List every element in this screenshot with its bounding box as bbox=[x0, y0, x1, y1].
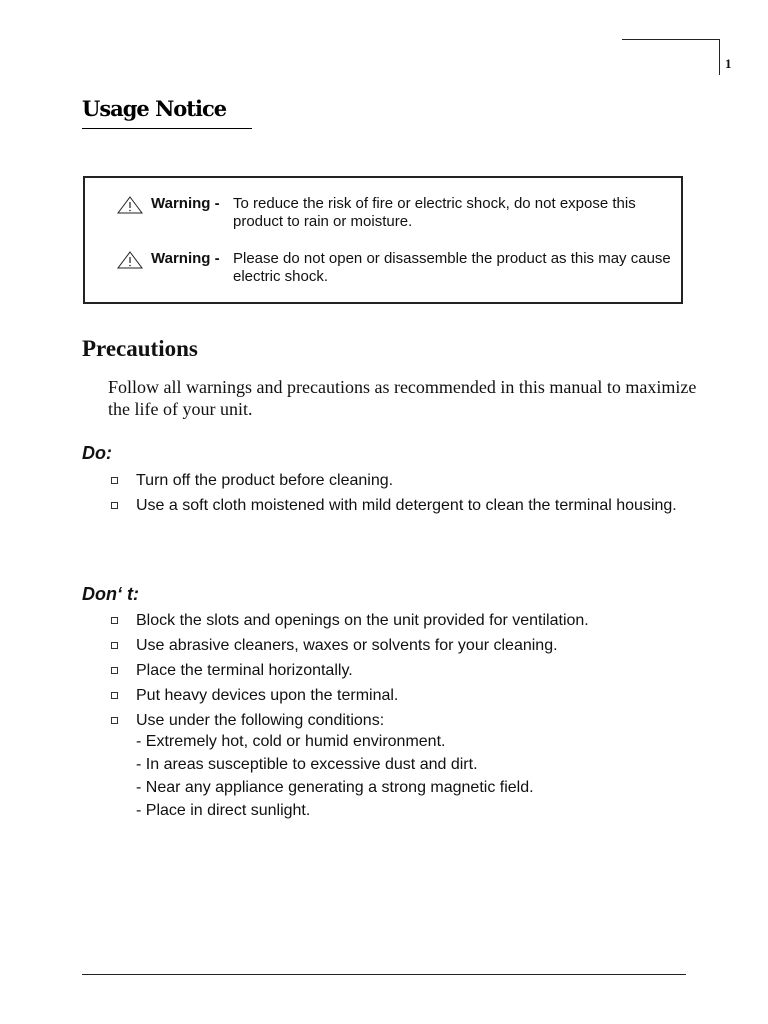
corner-mark-vertical bbox=[719, 39, 720, 75]
warning-box bbox=[83, 176, 683, 304]
checkbox-bullet-icon bbox=[111, 667, 118, 674]
usage-notice-title: Usage Notice bbox=[82, 96, 227, 121]
checkbox-bullet-icon bbox=[111, 477, 118, 484]
list-item bbox=[108, 470, 708, 491]
condition-item: - Place in direct sunlight. bbox=[136, 802, 311, 819]
list-item-text: Put heavy devices upon the terminal. bbox=[136, 687, 399, 704]
dont-list bbox=[108, 610, 708, 825]
list-item-text: Place the terminal horizontally. bbox=[136, 662, 353, 679]
warning-text: Please do not open or disassemble the product as this may cause electric shock. bbox=[233, 250, 671, 285]
list-item bbox=[108, 660, 708, 681]
list-item bbox=[108, 495, 708, 516]
precautions-heading: Precautions bbox=[82, 336, 198, 361]
list-item-text: Use a soft cloth moistened with mild detergent to clean the terminal housing. bbox=[136, 497, 677, 514]
warning-triangle-icon bbox=[117, 251, 143, 269]
checkbox-bullet-icon bbox=[111, 502, 118, 509]
checkbox-bullet-icon bbox=[111, 642, 118, 649]
warning-label: Warning - bbox=[151, 195, 220, 212]
precautions-intro: Follow all warnings and precautions as recommended in this manual to maximize the life of your unit. bbox=[108, 377, 697, 419]
warning-text: To reduce the risk of fire or electric shock, do not expose this product to rain or moisture. bbox=[233, 195, 636, 230]
condition-item: - In areas susceptible to excessive dust and dirt. bbox=[136, 756, 478, 773]
checkbox-bullet-icon bbox=[111, 717, 118, 724]
checkbox-bullet-icon bbox=[111, 617, 118, 624]
list-item-text: Use under the following conditions: bbox=[136, 712, 385, 729]
do-list bbox=[108, 470, 708, 520]
corner-mark-horizontal bbox=[622, 39, 720, 40]
dont-heading: Don‘ t: bbox=[82, 584, 139, 604]
list-item bbox=[108, 635, 708, 656]
conditions-list bbox=[136, 731, 708, 821]
checkbox-bullet-icon bbox=[111, 692, 118, 699]
footer-rule bbox=[82, 974, 686, 975]
warning-label: Warning - bbox=[151, 250, 220, 267]
list-item bbox=[108, 685, 708, 706]
warning-triangle-icon bbox=[117, 196, 143, 214]
list-item-text: Turn off the product before cleaning. bbox=[136, 472, 394, 489]
condition-item: - Extremely hot, cold or humid environment. bbox=[136, 733, 446, 750]
list-item-text: Block the slots and openings on the unit provided for ventilation. bbox=[136, 612, 589, 629]
do-heading: Do: bbox=[82, 443, 112, 463]
list-item bbox=[108, 710, 708, 821]
page-number: 1 bbox=[725, 56, 732, 71]
condition-item: - Near any appliance generating a strong magnetic field. bbox=[136, 779, 534, 796]
list-item bbox=[108, 610, 708, 631]
title-underline bbox=[82, 128, 252, 129]
list-item-text: Use abrasive cleaners, waxes or solvents for your cleaning. bbox=[136, 637, 558, 654]
